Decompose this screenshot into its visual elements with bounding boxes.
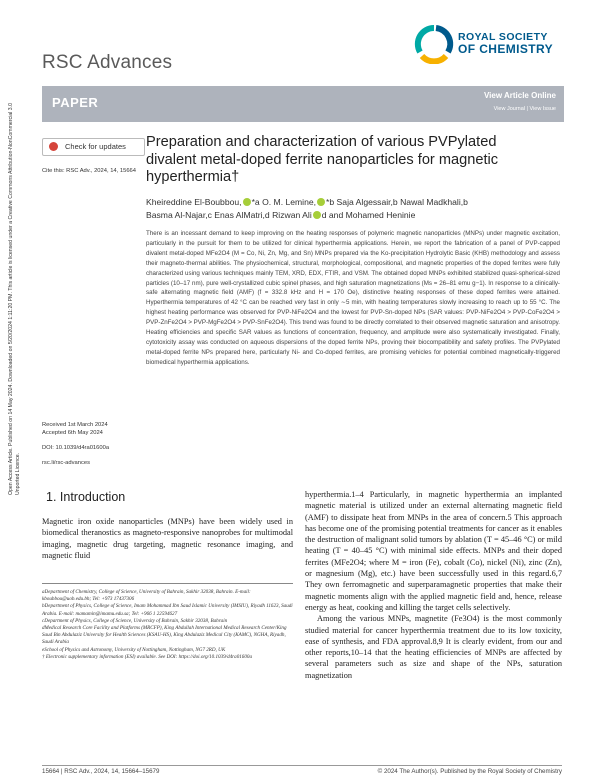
footer-copyright: © 2024 The Author(s). Published by the Royal Society of Chemistry [377,768,562,775]
publisher-name [458,31,553,55]
author-5[interactable]: d and Mohamed Henini [321,210,411,220]
orcid-icon[interactable] [317,198,325,206]
abstract: There is an incessant demand to keep improving on the heating responses of polymeric magnetic nanoparticles (MNPs) under magnetic excitation, particularly in the pursuit for them to be utilized for clinical hyperthermia applications. Herein, we report the fabrication of a panel of PVP-capped divalent metal-doped MFe2O4 (M = Co, Ni, Zn, Mg, and Sn) MNPs prepared via the Ko-precipitation Hydrolytic Basic (KHB) methodology and assess their magneto-thermal abilities. The physiochemical, structural, morphological, compositional, and magnetic properties of the doped ferrites were fully characterized using various techniques mainly TEM, XRD, EDX, FTIR, and VSM. The obtained doped MNPs exhibited stabilized quasi-spherical-sized particles (10–17 nm), pure well-crystallized cubic spinel phases, and high saturation magnetizations (Ms = 26–81 emu g−1). In response to a clinically-safe alternating magnetic field (AMF) (f = 332.8 kHz and H = 170 Oe), distinctive heating responses of these doped ferrites were attained. Hyperthermia temperatures of 42 °C can be reached very fast in only ∼5 min, with heating temperatures slowly increasing to reach up to 55 °C. The highest heating performance was observed for PVP-NiFe2O4 and the lowest for PVP-Sn-doped NPs (SAR values: PVP-NiFe2O4 > PVP-CoFe2O4 > PVP-ZnFe2O4 > PVP-MgFe2O4 > PVP-SnFe2O4). This trend was found to be directly correlated to their observed magnetic saturation and anisotropy. Heating efficiencies and specific SAR values as functions of concentration, frequency, and amplitude were also systematically investigated. Finally, cytotoxicity assay was conducted on aqueous dispersions of the doped ferrite NPs, proving their biocompatibility and safety profiles. The PVPylated metal-doped ferrite NPs prepared here, particularly Ni- and Co-doped ferrites, are promising vehicles for potential combined magnetically-triggered biomedical hyperthermia applications. [146,230,560,366]
accepted-date: Accepted 6th May 2024 [42,430,103,436]
footnote-esi: † Electronic supplementary information (ESI) available. See DOI: https://doi.org/10.1039/d4ra01600a [42,653,252,660]
view-article-online-link[interactable]: View Article Online [483,91,556,100]
journal-link[interactable]: rsc.li/rsc-advances [42,460,90,466]
intro-column-1: Magnetic iron oxide nanoparticles (MNPs) have been widely used in biomedical theranostics as magneto-responsive nanoprobes for multimodal imaging, magnetic drug targeting, magnetic resonance imaging, and magnetic fluid [42,517,293,560]
license-text[interactable]: Open Access Article. Published on 14 May 2024. Downloaded on 5/20/2024 1:11:20 PM. This article is licensed under a Creative Commons Attribution-NonCommercial 3.0 Unported Licence. [8,103,21,495]
check-updates-label: Check for updates [65,142,126,151]
author-1[interactable]: Kheireddine El-Boubbou, [146,197,242,207]
footnotes [42,589,293,661]
check-updates-button[interactable] [42,138,145,156]
orcid-icon[interactable] [243,198,251,206]
paragraph: hyperthermia.1–4 Particularly, in magnetic hyperthermia an implanted magnetic material is utilized under an external alternating magnetic field (AMF) to dissipate heat from MNPs in the area of concern.5 This approach has become one of the promising potential treatments for cancer as it enables the destruction of malignant solid tumors by ablation (T = 45–46 °C) or mild heating (T = 40–45 °C) with minimal side effects. MNPs and their doped ferrites (MFe2O4; where M = iron (Fe), cobalt (Co), nickel (Ni), zinc (Zn), or magnesium (Mg), etc.) have been successfully used in this regard.6,7 They own ferromagnetic and superparamagnetic properties that make their magnetic moments align with the applied magnetic field and, hence, release energy as heat, cooking and killing the target cells selectively. [305,490,562,612]
rsc-logo-icon [414,24,454,64]
orcid-icon[interactable] [313,211,321,219]
journal-name: RSC Advances [42,52,173,73]
article-type-label: PAPER [52,95,99,110]
footnote-d: dMedical Research Core Facility and Platforms (MRCFP), King Abdullah International Medical Research Center/King Saud Bin Abdulaziz University for Health Sciences (KSAU-HS), King Abdulaziz Medical City (KAMC), NGHA, Riyadh, Saudi Arabia [42,625,287,646]
publisher-line1: ROYAL SOCIETY [458,31,548,43]
author-4[interactable]: Basma Al-Najar,c Enas AlMatri,d Rizwan Ali [146,210,312,220]
author-list [146,196,566,222]
paragraph: Among the various MNPs, magnetite (Fe3O4) is the most commonly studied material for cancer hyperthermia treatment due to its low toxicity, ease of synthesis, and FDA approval.8,9 It is clearly evident, from our and other reports,10–14 that the heating efficiencies of MNPs are affected by several parameters such as size and shape of the NPs, saturation magnetization [305,614,562,680]
publisher-line2: OF CHEMISTRY [458,42,554,56]
dates [42,421,108,437]
article-title: Preparation and characterization of various PVPylated divalent metal-doped ferrite nanoparticles for magnetic hyperthermia† [146,134,499,185]
footnote-a: aDepartment of Chemistry, College of Science, University of Bahrain, Sakhir 32038, Bahrain. E-mail: kboubbou@uob.edu.bh; Tel: +973 17437306 [42,589,251,603]
doi-link[interactable]: DOI: 10.1039/d4ra01600a [42,445,110,451]
author-2[interactable]: *a O. M. Lemine, [251,197,317,207]
section-heading: 1. Introduction [46,490,126,504]
footnote-c: cDepartment of Physics, College of Science, University of Bahrain, Sakhir 32038, Bahrain [42,617,228,624]
citation: Cite this: RSC Adv., 2024, 14, 15664 [42,168,136,174]
author-3[interactable]: *b Saja Algessair,b Nawal Madkhali,b [326,197,468,207]
footer-citation: 15664 | RSC Adv., 2024, 14, 15664–15679 [42,768,160,775]
footnote-e: eSchool of Physics and Astronomy, University of Nottingham, Nottingham, NG7 2RD, UK [42,646,226,653]
intro-column-2 [305,489,562,681]
author-6[interactable]: e [410,210,416,220]
license-sidebar [8,95,22,495]
check-updates-icon [49,142,58,151]
article-type-banner [42,86,564,122]
footnote-divider [42,583,293,584]
view-journal-link[interactable]: View Journal | View Issue [493,106,556,112]
received-date: Received 1st March 2024 [42,422,108,428]
footnote-b: bDepartment of Physics, College of Science, Imam Mohammad Ibn Saud Islamic University (IMSIU), Riyadh 11623, Saudi Arabia. E-mail: mamamin@imamu.edu.sa; Tel: +966 1 22594627 [42,603,293,617]
footer-divider [42,765,562,766]
